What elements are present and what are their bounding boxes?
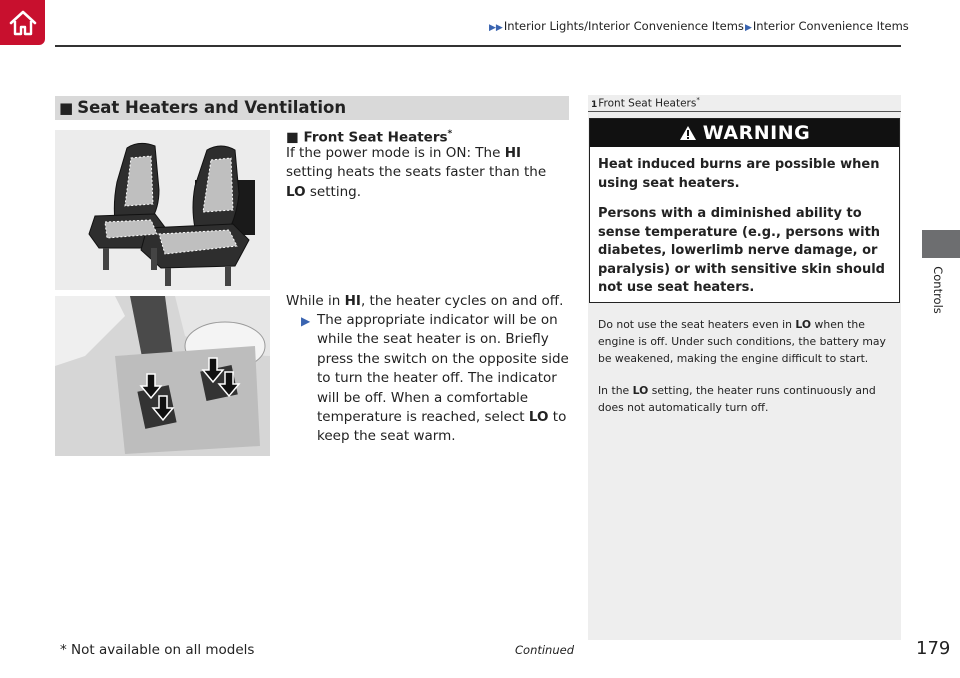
side-tab-marker[interactable] [922, 230, 960, 258]
page-number: 179 [916, 638, 951, 659]
home-button[interactable] [0, 0, 45, 45]
square-bullet-icon: ■ [286, 129, 304, 146]
breadcrumb-arrow-icon: ▶ [744, 23, 752, 33]
paragraph-hi-lo: If the power mode is in ON: The HI setting heats the seats faster than the LO setting. [286, 145, 547, 200]
sidebar-rule [588, 111, 901, 112]
footnote: * Not available on all models [60, 642, 255, 658]
side-tab-label[interactable]: Controls [931, 266, 945, 314]
arrow-icon: ▶ [301, 314, 311, 328]
breadcrumb-item-2[interactable]: Interior Convenience Items [752, 19, 909, 33]
reference-icon: 1 [591, 99, 598, 110]
warning-box [589, 118, 900, 303]
note-lo-continuous: In the LO setting, the heater runs continuously and does not automatically turn off. [598, 384, 876, 414]
warning-header: WARNING [590, 119, 899, 147]
seat-heater-switches-illustration [55, 296, 270, 456]
sidebar-heading: 1Front Seat Heaters* [591, 96, 700, 110]
warning-text-1: Heat induced burns are possible when using seat heaters. [598, 157, 880, 191]
paragraph-hi-cycle: While in HI, the heater cycles on and off. [286, 293, 564, 309]
subsection-title: ■ Front Seat Heaters* [286, 129, 453, 146]
paragraph-indicator: ▶ The appropriate indicator will be on while the seat heater is on. Briefly press the switch on the opposite side to turn the heater off. The indicator will be off. When a comfortable temperature is reached, select LO to keep the seat warm. [301, 312, 569, 445]
square-bullet-icon: ■ [59, 99, 74, 117]
breadcrumb [488, 19, 909, 33]
warning-text-2: Persons with a diminished ability to sense temperature (e.g., persons with diabetes, lowerlimb nerve damage, or paralysis) or with sensitive skin should not use seat heaters. [598, 206, 885, 295]
breadcrumb-item-1[interactable]: Interior Lights/Interior Convenience Items [503, 19, 744, 33]
note-engine-off: Do not use the seat heaters even in LO when the engine is off. Under such conditions, the battery may be weakened, making the engine difficult to start. [598, 318, 886, 365]
warning-icon [679, 125, 697, 141]
home-icon [8, 9, 38, 37]
breadcrumb-arrow-icon: ▶▶ [489, 23, 503, 33]
header-rule [55, 45, 901, 47]
section-title: ■ Seat Heaters and Ventilation [55, 96, 569, 120]
front-seats-illustration [55, 130, 270, 290]
continued-label: Continued [515, 643, 575, 657]
